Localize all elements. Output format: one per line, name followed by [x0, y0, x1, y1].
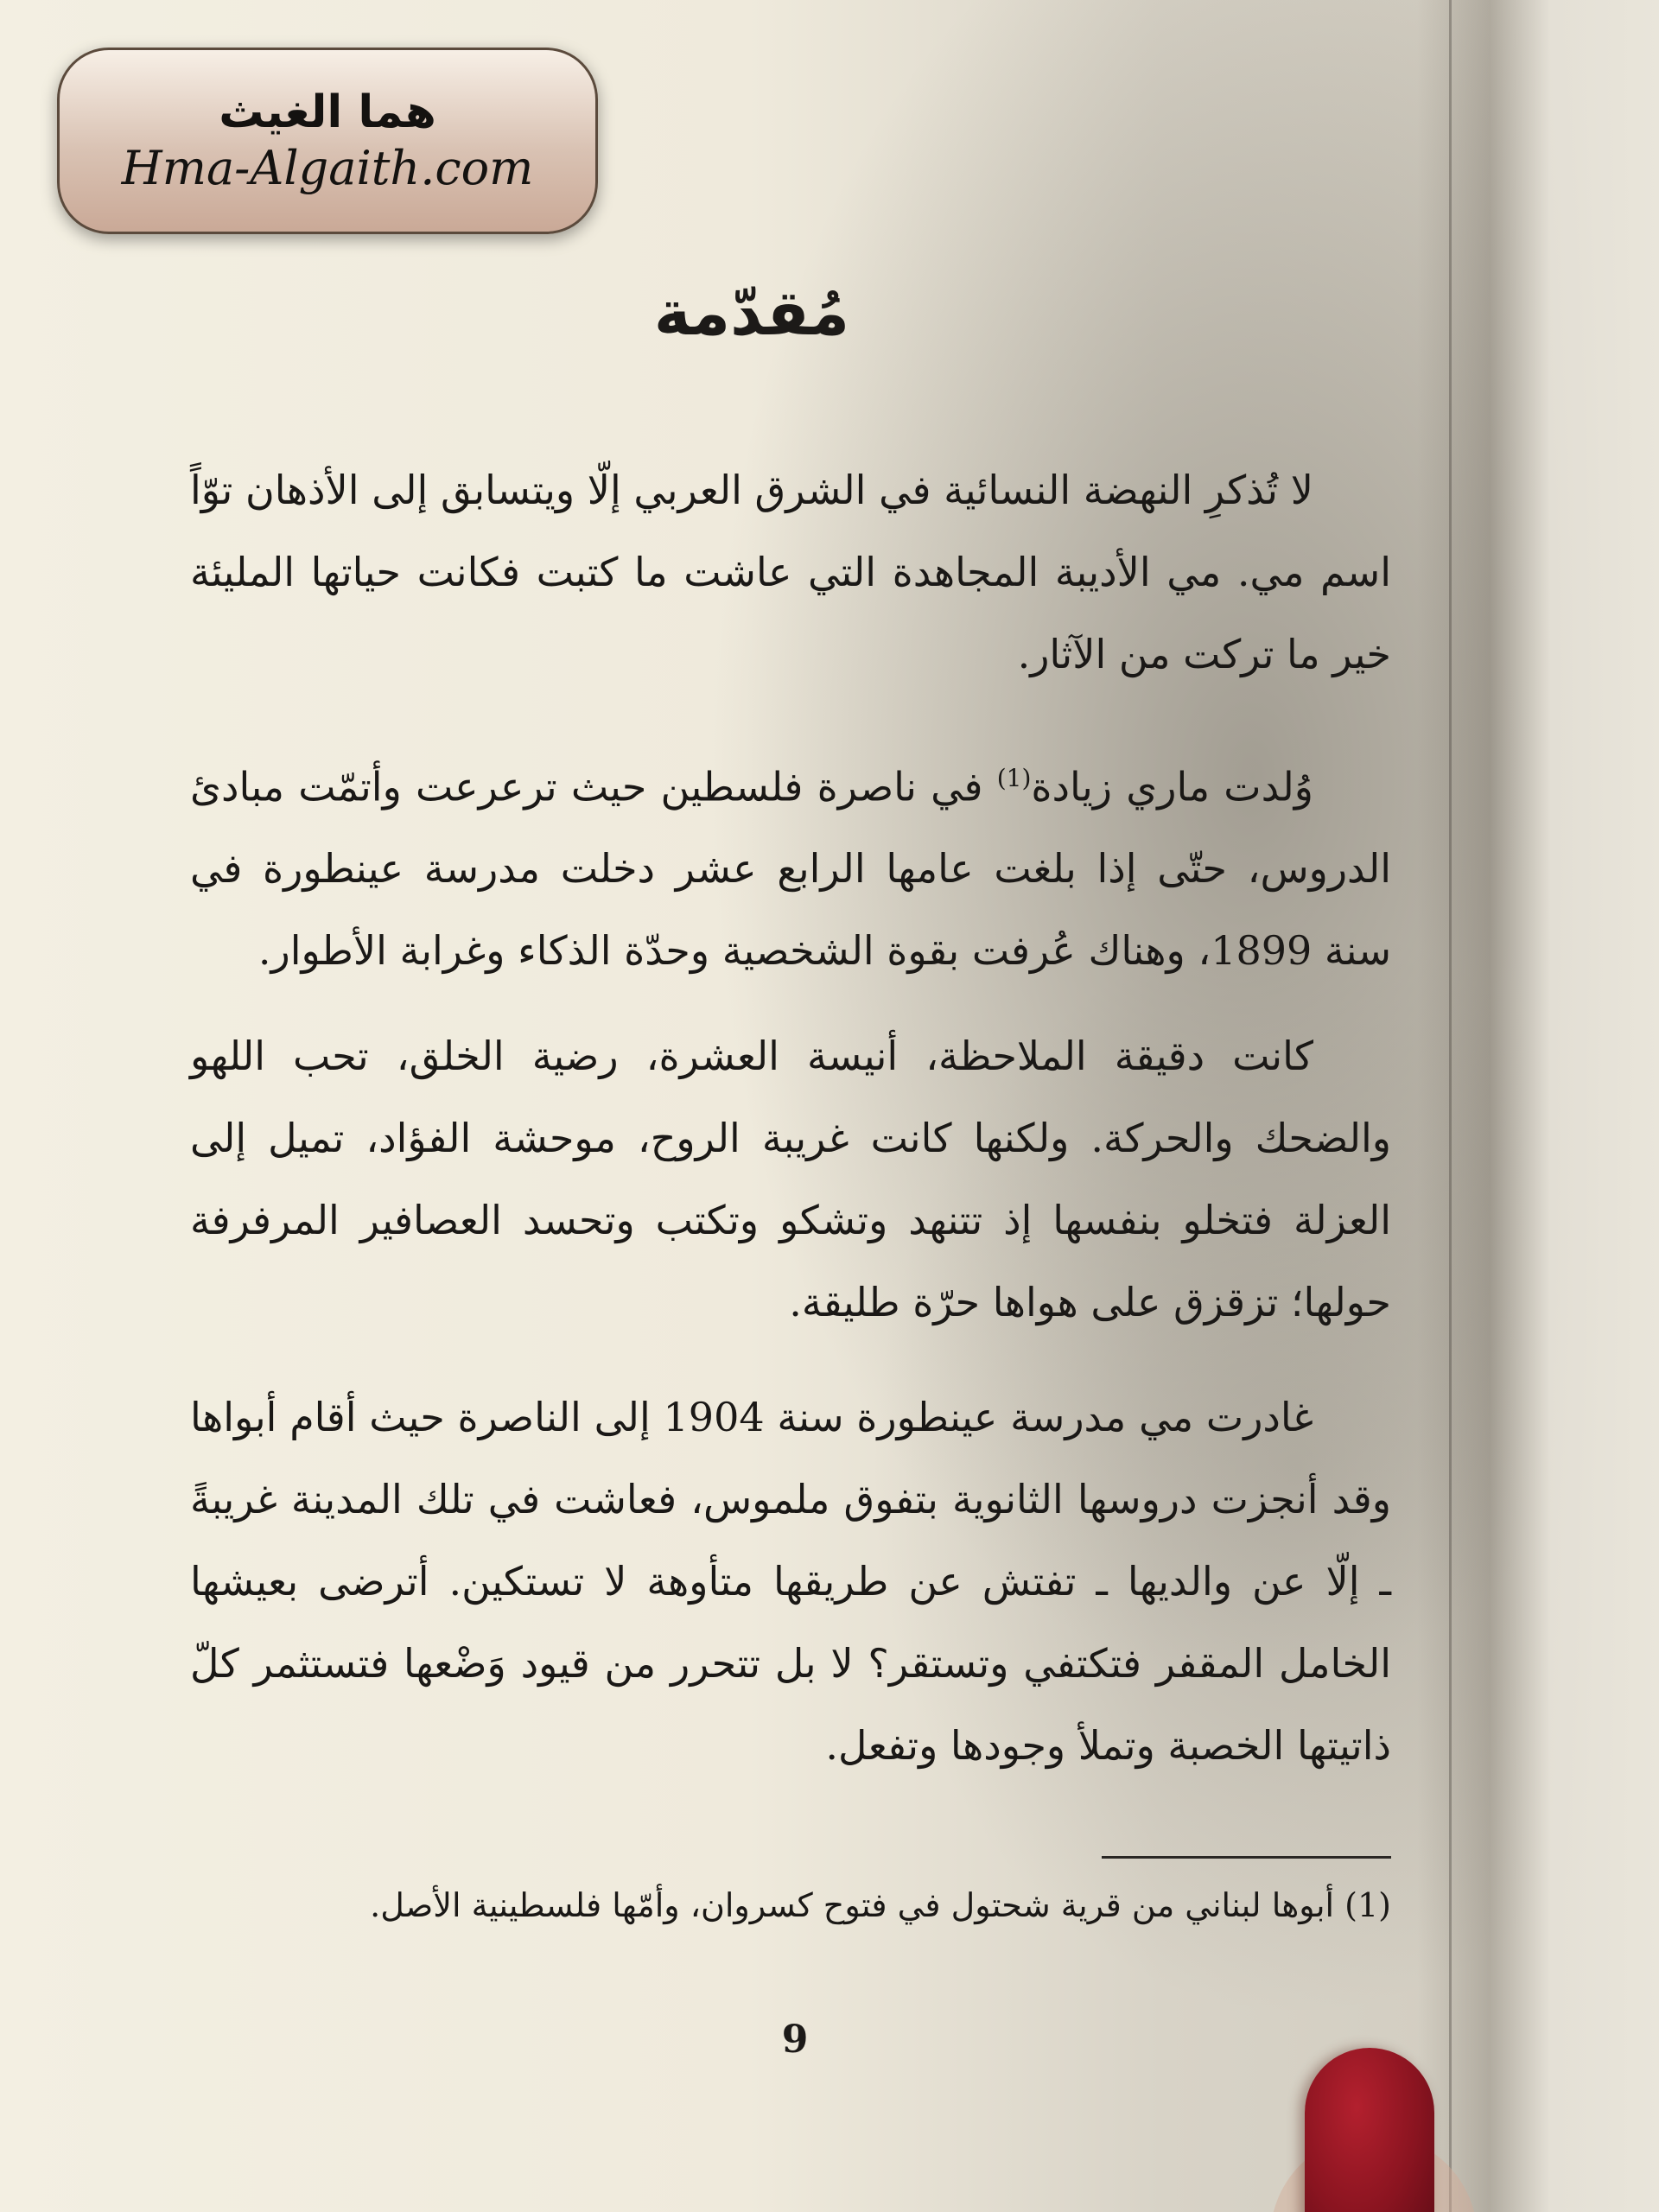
paragraph-3: كانت دقيقة الملاحظة، أنيسة العشرة، رضية الخلق، تحب اللهو والضحك والحركة. ولكنها كانت غريبة الروح، موحشة الفؤاد، تميل إلى العزلة فتخلو بنفسها إذ تتنهد وتشكو وتكتب وتحسد العصافير المرفرفة حولها؛ تزقزق على هواها حرّة طليقة. [190, 1033, 1391, 1325]
chapter-title: مُقدّمة [653, 276, 850, 349]
watermark-arabic: هما الغيث [219, 86, 436, 138]
watermark-url: Hma-Algaith.com [121, 141, 534, 195]
watermark-badge [57, 48, 598, 234]
footnote-divider [1102, 1856, 1391, 1859]
footnote: (1) أبوها لبناني من قرية شحتول في فتوح كسروان، وأمّها فلسطينية الأصل. [370, 1886, 1391, 1924]
paragraph-2-start: وُلدت ماري زيادة [1031, 763, 1313, 810]
paragraph-2 [190, 737, 1391, 992]
page-number: 9 [781, 2018, 809, 2062]
paragraph-2-rest: في ناصرة فلسطين حيث ترعرعت وأتمّت مبادئ الدروس، حتّى إذا بلغت عامها الرابع عشر دخلت مدرسة عينطورة في سنة 1899، وهناك عُرفت بقوة الشخصية وحدّة الذكاء وغرابة الأطوار. [190, 763, 1391, 975]
page-gutter [1449, 0, 1452, 2212]
paragraph-4: غادرت مي مدرسة عينطورة سنة 1904 إلى الناصرة حيث أقام أبواها وقد أنجزت دروسها الثانوية بتفوق ملموس، فعاشت في تلك المدينة غريبةً ـ إلّا عن والديها ـ تفتش عن طريقها متأوهة لا تستكين. أترضى بعيشها الخامل المقفر فتكتفي وتستقر؟ لا بل تتحرر من قيود وَضْعها فتستثمر كلّ ذاتيتها الخصبة وتملأ وجودها وتفعل. [190, 1394, 1391, 1769]
paragraph-1: لا تُذكرِ النهضة النسائية في الشرق العربي إلّا ويتسابق إلى الأذهان توّاً اسم مي. مي الأديبة المجاهدة التي عاشت ما كتبت فكانت حياتها المليئة خير ما تركت من الآثار. [190, 467, 1391, 677]
fingernail [1305, 2048, 1434, 2212]
footnote-reference: (1) [996, 764, 1032, 792]
facing-page-edge [1417, 0, 1659, 2212]
